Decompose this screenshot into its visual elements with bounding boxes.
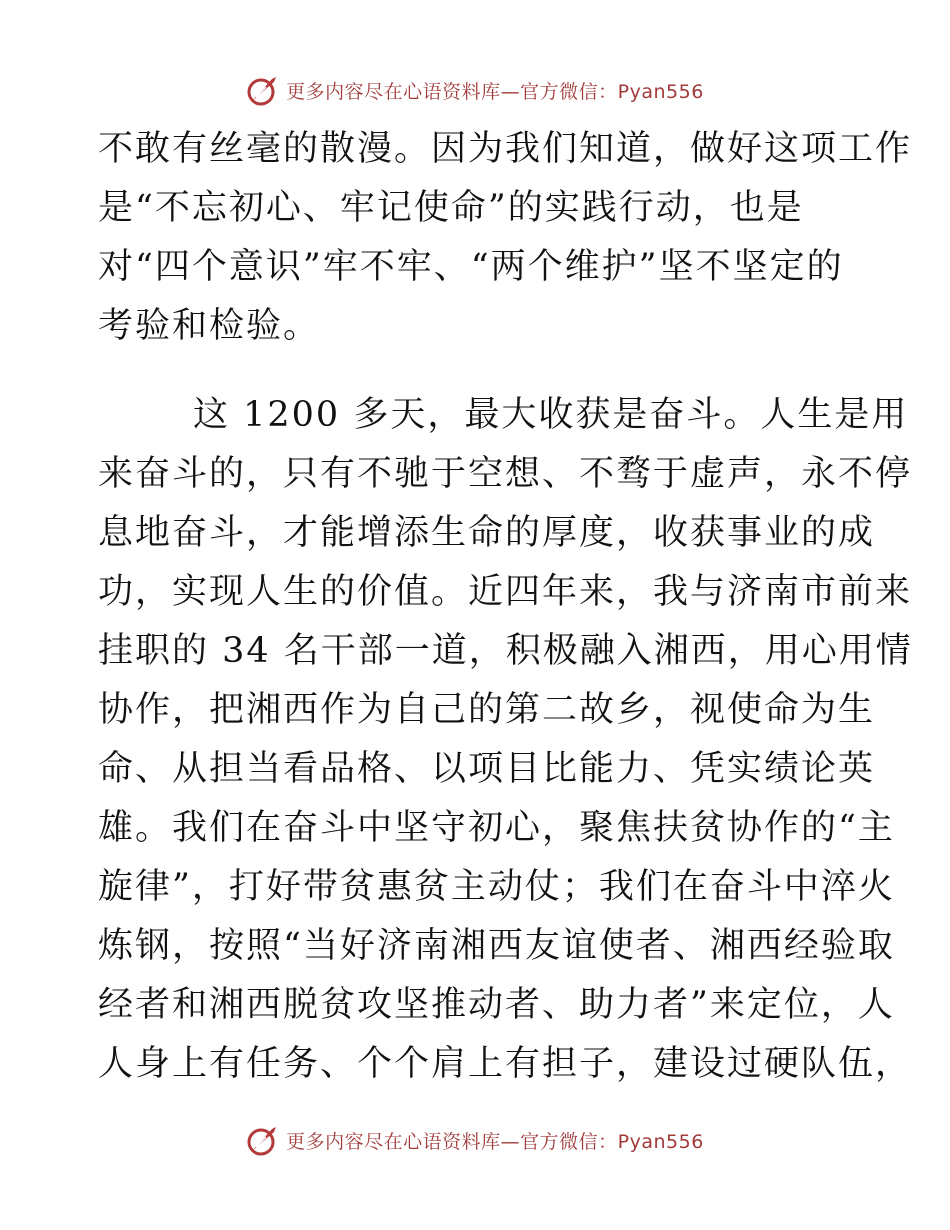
paragraph xyxy=(98,120,913,356)
text-line: 挂职的 34 名干部一道，积极融入湘西，用心用情 xyxy=(98,631,913,671)
text-line: 协作，把湘西作为自己的第二故乡，视使命为生 xyxy=(98,690,876,730)
header-watermark xyxy=(0,70,950,110)
document-body xyxy=(98,120,913,1094)
footer-watermark-text: 更多内容尽在心语资料库—官方微信：Pyan556 xyxy=(286,1130,704,1153)
text-line: 人身上有任务、个个肩上有担子，建设过硬队伍， xyxy=(98,1044,913,1084)
text-line: 考验和检验。 xyxy=(98,306,321,346)
text-line: 这 1200 多天，最大收获是奋斗。人生是用 xyxy=(193,395,909,435)
text-line: 来奋斗的，只有不驰于空想、不骛于虚声，永不停 xyxy=(98,454,913,494)
text-line: 对“四个意识”牢不牢、“两个维护”坚不坚定的 xyxy=(98,247,844,287)
paragraph-gap xyxy=(98,356,858,386)
text-line: 经者和湘西脱贫攻坚推动者、助力者”来定位，人 xyxy=(98,985,895,1025)
header-watermark-text: 更多内容尽在心语资料库—官方微信：Pyan556 xyxy=(286,80,704,103)
paragraph xyxy=(98,386,913,1094)
text-line: 不敢有丝毫的散漫。因为我们知道，做好这项工作 xyxy=(98,129,913,169)
quill-circle-logo-icon xyxy=(246,73,280,107)
text-line: 功，实现人生的价值。近四年来，我与济南市前来 xyxy=(98,572,913,612)
text-line: 旋律”，打好带贫惠贫主动仗；我们在奋斗中淬火 xyxy=(98,867,895,907)
footer-watermark xyxy=(0,1120,950,1160)
text-line: 息地奋斗，才能增添生命的厚度，收获事业的成 xyxy=(98,513,876,553)
text-line: 命、从担当看品格、以项目比能力、凭实绩论英 xyxy=(98,749,876,789)
text-line: 雄。我们在奋斗中坚守初心，聚焦扶贫协作的“主 xyxy=(98,808,895,848)
text-line: 炼钢，按照“当好济南湘西友谊使者、湘西经验取 xyxy=(98,926,895,966)
text-line: 是“不忘初心、牢记使命”的实践行动，也是 xyxy=(98,188,804,228)
quill-circle-logo-icon xyxy=(246,1123,280,1157)
